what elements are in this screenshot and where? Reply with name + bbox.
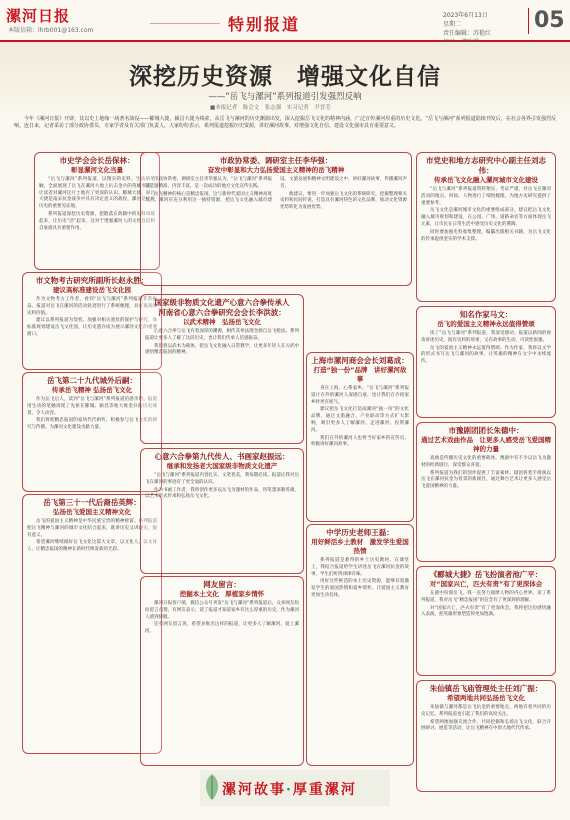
paragraph: 他建议，要进一步加强岳飞文化的系统研究，挖掘整理相关史料和民间传说，打造具有漯河特色的文化品牌，推动文化资源优势转化为发展优势。 bbox=[280, 191, 407, 211]
article-zhao-zhenyuan bbox=[140, 448, 304, 574]
article-title: 市政协常委、调研室主任李华强： bbox=[219, 156, 333, 165]
article-title: 岳飞第二十九代城外后嗣： bbox=[47, 376, 137, 385]
article-subtitle: 彰显漯河文化当量 bbox=[71, 166, 123, 174]
article-body bbox=[145, 177, 407, 212]
article-title: 市党史和地方志研究中心副主任刘志伟： bbox=[426, 156, 546, 175]
article-body bbox=[145, 473, 299, 501]
section-divider bbox=[150, 23, 220, 24]
mailbox-line: 本版信箱：lhrb001@163.com bbox=[8, 27, 94, 34]
page-number-bar bbox=[528, 8, 529, 34]
article-title: 市史学会会长岳保林： bbox=[59, 156, 135, 165]
newspaper-logo: 漯河日报 bbox=[6, 7, 71, 25]
article-chi-guangping bbox=[416, 566, 556, 676]
paragraph: 还有网友留言说，希望多推出这样的报道，让更多人了解漯河、爱上漯河。 bbox=[145, 622, 299, 635]
footer-slogan-b: 厚重漯河 bbox=[292, 782, 357, 798]
article-body bbox=[145, 601, 299, 636]
article-title: 中学历史老师王磊： bbox=[326, 528, 394, 537]
paragraph: 建议把岳飞文化打造成漯河“独一份”的文化品牌，通过文旅融合、产业联动等方式扩大影响，吸引更多人了解漯河、走进漯河、投资漯河。 bbox=[311, 407, 409, 433]
article-subtitle: 挖掘本土文化 厚植家乡情怀 bbox=[179, 590, 265, 598]
paragraph: 朱仙镇与漯河都是岳飞抗金的重要地点，两地有着共同的历史记忆。系列报道也引起了我们的高度关注。 bbox=[421, 705, 551, 717]
article-body bbox=[421, 591, 551, 619]
article-subtitle: 传承岳飞文化融入漯河城市文化建设 bbox=[434, 176, 538, 184]
leaf-icon bbox=[202, 772, 222, 802]
paragraph: 岳飞文化是漯河城市文化的重要组成部分。建议把岳飞文化融入城市规划和建设，在公园、广场、道路命名等方面体现岳飞元素，让市民在日常生活中感受历史文化的熏陶。 bbox=[421, 208, 551, 227]
paragraph: 身在上海，心系家乡。“岳飞与漯河”系列报道让在外的漯河人深感自豪，也让我们在介绍家乡时更有底气。 bbox=[311, 386, 409, 405]
intro-paragraph: 今年《漯河日报》开辟，其以史上地缘一场著名战役——郾城大捷、颍昌大捷为线索，从岳飞与漯河的历史渊源出发，深入挖掘岳飞文化的精神内涵，广泛宣传漯河厚重的历史文化。“岳飞与漯河”系列报道陆续刊发后，在社会各界引发强烈反响。连日来，记者采访了部分政协委员、专家学者及有关部门负责人，大家纷纷表示，系列报道挖掘历史资源，讲好漯河故事，对增强文化自信、建设文化强市具有重要意义。 bbox=[14, 116, 556, 130]
paragraph: “岳飞与漯河”系列报道内容扎实、文笔优美，我每期必读。报道让我对岳飞在漯河的事迹有了更全面的认识。 bbox=[145, 473, 299, 485]
footer-slogan-a: 漯河故事 bbox=[222, 782, 286, 798]
paragraph: 我们将把精忠报国的家风代代相传，积极参与岳飞文化的研究与传播，为漯河文化建设贡献力量。 bbox=[27, 418, 157, 431]
issue-weekday: 星期二 bbox=[443, 21, 462, 28]
paragraph: 用好这些鲜活的本土历史资源，能够有效激发学生的爱国热情和爱乡情怀，让爱国主义教育更加生动具体。 bbox=[311, 579, 409, 598]
paragraph: 漯河日报客户端、微信公众号刊发“岳飞与漯河”系列报道后，众多网友纷纷留言点赞。有网友表示，读了报道才知道家乡有这么厚重的历史，作为漯河人感到骄傲。 bbox=[145, 601, 299, 620]
footer-slogan bbox=[222, 779, 357, 799]
article-subtitle: 弘扬岳飞爱国主义精神文化 bbox=[53, 508, 131, 516]
section-title: 特别报道 bbox=[228, 15, 301, 34]
article-title: 朱仙镇岳飞庙管理处主任刘广振： bbox=[429, 684, 543, 693]
paragraph: 建议以系列报道为契机，加强对相关遗址的保护与研究，高标准规划建设岳飞文化园，让历史遗存成为展示漯河文化的重要窗口。 bbox=[27, 318, 157, 337]
article-zhu-dezhong bbox=[416, 422, 556, 562]
article-subtitle: 继承和发扬老大国家级非物质文化遗产 bbox=[166, 462, 278, 470]
article-body bbox=[421, 187, 551, 243]
article-title: 国家级非物质文化遗产心意六合拳传承人 bbox=[154, 298, 290, 307]
article-subtitle: 打造“独一份”品牌 讲好漯河故事 bbox=[313, 366, 407, 383]
article-subtitle: 对“国家兴亡，匹夫有责”有了更深体会 bbox=[429, 580, 543, 588]
article-body bbox=[145, 329, 299, 357]
article-body bbox=[27, 519, 157, 554]
paragraph: 作为书画工作者，我将创作更多以岳飞为题材的作品，用笔墨讴歌英雄，以艺术形式传承和弘扬岳飞文化。 bbox=[145, 487, 299, 500]
paragraph: 读了“岳飞与漯河”系列报道，我深受感动。报道以新闻的视角讲述历史，既有史料的厚重，又有故事的生动，可读性很强。 bbox=[421, 331, 551, 343]
issue-date: 2023年6月13日 bbox=[443, 12, 488, 19]
paragraph: 系列报道深挖历史资源，把散落在典籍中的史料串联起来，让历史“活”起来，这对于增强漯河人的文化自信和自豪感具有重要作用。 bbox=[39, 211, 155, 231]
article-subtitle: 奋发中彰显和大力弘扬爱国主义精神的岳飞精神 bbox=[207, 166, 345, 174]
byline: ■本报记者 陈会文 张志强 实习记者 尹晋芳 bbox=[210, 105, 331, 111]
article-netizen-comments bbox=[140, 576, 304, 766]
article-subtitle: 通过艺术戏曲作品 让更多人感受岳飞爱国精神的力量 bbox=[421, 436, 551, 453]
paragraph: 在剧中扮演岳飞，我一直努力揣摩人物的内心世界。读了系列报道，我对岳飞“精忠报国”的信念有了更深刻的理解。 bbox=[421, 591, 551, 603]
article-li-huaqiang bbox=[140, 152, 412, 286]
paragraph: 岳飞的爱国主义精神是中华民族宝贵的精神财富。系列报道把岳飞精神与漯河的城市文化结合起来，既讲历史又讲现实，很有意义。 bbox=[27, 519, 157, 538]
article-liu-gecheng bbox=[306, 352, 414, 522]
article-title: 网友留言： bbox=[203, 580, 241, 589]
paragraph: 希望漯河继续做好岳飞文化这篇大文章，以文化人、以文育人，让精忠报国的精神在新时代焕发新的光彩。 bbox=[27, 540, 157, 553]
article-ma-wen bbox=[416, 306, 556, 418]
article-body bbox=[421, 705, 551, 733]
masthead bbox=[0, 0, 570, 42]
article-subtitle: 用好鲜活乡土教材 激发学生爱国热情 bbox=[311, 538, 409, 555]
article-wang-lei bbox=[306, 524, 414, 766]
article-liu-zhiwei bbox=[416, 152, 556, 302]
article-subtitle: 希望两地共同弘扬岳飞文化 bbox=[447, 694, 525, 702]
article-title: 知名作家马文： bbox=[459, 310, 513, 319]
article-title-line2: 河南省心意六合拳研究会会长李洪波： bbox=[158, 308, 286, 317]
paragraph: 系列报道是难得的乡土历史教材。在课堂上，我结合报道给学生讲述岳飞在漯河抗金的故事，学生们听得津津有味。 bbox=[311, 558, 409, 577]
article-title: 心意六合拳第九代传人、书画家赵振远： bbox=[154, 452, 290, 461]
paragraph: 戏曲是传播历史文化的重要载体。豫剧中有不少以岳飞为题材的经典剧目，深受群众喜爱。 bbox=[421, 456, 551, 468]
paragraph: 心意六合拳与岳飞有着深厚的渊源，相传其拳法理念源自岳飞枪法。系列报道让更多人了解了这段历史，也让我们传承人倍感振奋。 bbox=[145, 329, 299, 341]
paragraph: 我们在外的漯河人也将当好家乡的宣传员，积极讲好漯河故事。 bbox=[311, 435, 409, 448]
article-subtitle: 建议高标准建设岳飞文化园 bbox=[53, 286, 131, 294]
article-body bbox=[27, 397, 157, 432]
main-headline: 深挖历史资源 增强文化自信 bbox=[129, 63, 441, 90]
article-title: 市豫剧团团长朱德中： bbox=[448, 426, 524, 435]
paragraph: 对“国家兴亡，匹夫有责”有了更深体会。我将把这份感悟融入表演，把英雄形象塑造得更加饱满。 bbox=[421, 605, 551, 618]
paragraph: 系列报道为我们的创作提供了丰富素材。剧团将着手排演以岳飞在漯河抗金为背景的新剧目，通过舞台艺术让更多人感受岳飞爱国精神的力量。 bbox=[421, 470, 551, 490]
paragraph: 岳飞精神的核心是精忠报国，这与新时代爱国主义精神高度契合。漯河应充分利用这一独特资源，把岳飞文化融入城市建设、文旅发展和精神文明建设之中，讲好漯河故事，传播漯河声音。 bbox=[145, 177, 407, 204]
page-number: 05 bbox=[534, 8, 565, 33]
article-body bbox=[27, 297, 157, 339]
editor-line: 责任编辑：苏艳红 bbox=[443, 30, 492, 37]
paragraph: 希望两地加强交流合作，共同挖掘和弘扬岳飞文化，联合开展研讨、展览等活动，让岳飞精神在中原大地代代传承。 bbox=[421, 719, 551, 732]
paragraph: 我们将以武术为载体，把岳飞文化融入日常教学，让更多年轻人在习武中感悟精忠报国的精神。 bbox=[145, 343, 299, 356]
paragraph: 岳飞的爱国主义精神永远值得赞颂。作为作家，我将以文学的形式书写岳飞与漯河的故事，让英雄的精神在文字中永续流传。 bbox=[421, 345, 551, 365]
article-subtitle: 岳飞的爱国主义精神永远值得赞颂 bbox=[437, 320, 535, 328]
footer-separator: · bbox=[286, 782, 293, 798]
article-title: 岳飞第三十一代后裔岳英辉： bbox=[43, 498, 141, 507]
article-liu-guangzhen bbox=[416, 680, 556, 792]
article-body bbox=[39, 177, 155, 232]
article-body bbox=[311, 386, 409, 449]
article-li-hongbo bbox=[140, 294, 304, 444]
article-title: 《郾城大捷》岳飞扮演者池广平： bbox=[429, 570, 543, 579]
sub-headline: ——“岳飞与漯河”系列报道引发强烈反响 bbox=[208, 92, 362, 102]
article-title: 市文物考古研究所副所长赵永胜： bbox=[35, 276, 149, 285]
paragraph: 作为岳飞后人，读到“岳飞与漯河”系列报道倍感亲切。报道用生动的笔触再现了先祖在郾城、颍昌等地大败金兵的历史场景，令人动容。 bbox=[27, 397, 157, 416]
article-title: 上海市漯河商会会长刘葛成： bbox=[311, 356, 409, 365]
paragraph: 市政协常委、调研室主任李华强认为，“岳飞与漯河”系列报道选题精准、内容丰富，是一次成功的地方文化宣传实践。 bbox=[145, 177, 272, 189]
paragraph: 作为文物考古工作者，看到“岳飞与漯河”系列报道非常振奋。报道对岳飞在漯河的活动轨迹进行了系统梳理，具有很高的史料价值。 bbox=[27, 297, 157, 316]
article-body bbox=[421, 331, 551, 366]
article-body bbox=[421, 456, 551, 491]
paragraph: “岳飞与漯河”系列报道资料翔实、考证严谨，对岳飞在漯河活动的地点、时间、人物进行了细致梳理，为地方史研究提供了重要参考。 bbox=[421, 187, 551, 206]
paragraph: “岳飞与漯河”系列报道，以翔实的史料、生动的笔触，全面展现了岳飞在漯河大地上抗击金兵的英雄事迹，让读者对漯河这片土地有了更深的认识。郾城大捷、颍昌大捷是南宋抗金战争中具有决定意义的战役，漯河是这段历史的重要见证地。 bbox=[39, 177, 155, 210]
article-subtitle: 传承岳飞精神 弘扬岳飞文化 bbox=[51, 386, 133, 394]
paragraph: 同时要加强史料收集整理，编纂出版相关书籍，为岳飞文化的传承提供坚实的学术支撑。 bbox=[421, 229, 551, 242]
article-subtitle: 以武术精神 弘扬岳飞文化 bbox=[183, 318, 261, 326]
article-body bbox=[311, 558, 409, 600]
